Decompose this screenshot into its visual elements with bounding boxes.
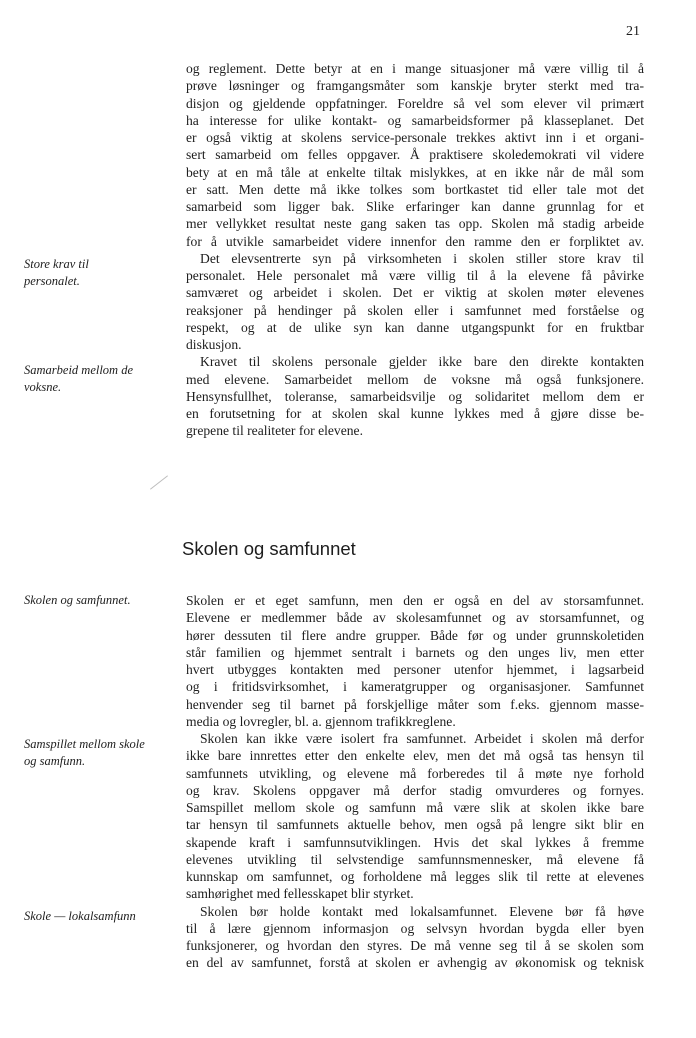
text-line: Det elevsentrerte syn på virksomheten i skolen stiller store krav til: [200, 250, 644, 266]
text-line: respekt, og at de ulike syn kan danne utgangspunkt for en fruktbar: [186, 319, 644, 335]
text-line: media og lovregler, bl. a. gjennom trafikkreglene.: [186, 713, 456, 729]
text-line: til å lære gjennom informasjon og selvsyn hvordan bygda eller byen: [186, 920, 644, 936]
margin-note-store-krav: [24, 256, 174, 290]
text-line: en del av samfunnet, forstå at skolen er avhengig av økonomisk og teknisk: [186, 955, 644, 971]
margin-note-skolen-og-samfunnet: [24, 592, 174, 609]
text-line: er satt. Men dette må ikke tolkes som bortkastet tid eller tale mot det: [186, 181, 644, 197]
text-line: Kravet til skolens personale gjelder ikke bare den direkte kontakten: [200, 354, 644, 370]
text-line: Hensynsfullhet, toleranse, samarbeidsvilje og solidaritet mellom dem er: [186, 388, 644, 404]
margin-note-line: voksne.: [24, 380, 62, 394]
text-line: henvender seg til barnet på forskjellige måter som f.eks. gjennom masse-: [186, 696, 644, 712]
text-line: samhørighet med fellesskapet blir styrket.: [186, 886, 414, 902]
text-line: samarbeid som ligger bak. Slike erfaringer kan danne grunnlag for et: [186, 199, 644, 214]
margin-note-line: personalet.: [24, 274, 80, 288]
text-line: grepene til realiteter for elevene.: [186, 423, 363, 439]
page-number: 21: [626, 24, 640, 39]
text-line: står familien og hjemmet sentralt i barnets og den unges liv, men etter: [186, 644, 644, 660]
text-line: for å utvikle samarbeidet videre innenfor den ramme den er forpliktet av.: [186, 233, 644, 249]
text-line: Skolen er et eget samfunn, men den er også en del av storsamfunnet.: [186, 593, 644, 608]
section-heading: Skolen og samfunnet: [182, 538, 356, 559]
text-line: tar hensyn til samfunnets aktuelle behov, men også på lengre sikt blir en: [186, 817, 644, 833]
margin-note-line: Skolen og samfunnet.: [24, 593, 131, 607]
text-line: mer vellykket resultat neste gang saken tas opp. Skolen må stadig arbeide: [186, 216, 644, 232]
text-line: kunnskap om samfunnet, og forholdene må legges slik til rette at elevenes: [186, 869, 644, 884]
text-line: personalet. Hele personalet må være villig til å la elevene få påvirke: [186, 268, 644, 283]
margin-note-line: Store krav til: [24, 257, 89, 271]
text-line: samfunnets utvikling, og elevene må forberedes til å møte nye forhold: [186, 765, 644, 781]
margin-note-line: Samarbeid mellom de: [24, 363, 134, 377]
margin-note-line: og samfunn.: [24, 754, 86, 768]
text-line: sert samarbeid om felles oppgaver. Å praktisere skoledemokrati vil videre: [186, 147, 644, 163]
text-line: Elevene er medlemmer både av skolesamfunnet og av storsamfunnet, og: [186, 610, 644, 626]
margin-note-line: Skole — lokalsamfunn: [24, 909, 136, 923]
margin-note-line: Samspillet mellom skole: [24, 737, 145, 751]
text-line: hvert utbygges kontakten med personer utenfor hjemmet, i lagsarbeid: [186, 662, 644, 677]
text-line: Skolen bør holde kontakt med lokalsamfunnet. Elevene bør få høve: [200, 903, 644, 919]
stray-mark: [150, 475, 168, 489]
text-line: bety at en må tåle at enkelte tiltak mislykkes, at en ikke når de mål som: [186, 164, 644, 180]
text-line: og krav. Skolens oppgaver må derfor stadig omvurderes og fornyes.: [186, 782, 644, 798]
text-line: og i fritidsvirksomhet, i kameratgrupper og organisasjoner. Samfunnet: [186, 679, 644, 695]
text-line: skapende kraft i samfunnsutviklingen. Hvis det skal lykkes å fremme: [186, 834, 644, 850]
text-line: samværet og arbeidet i skolen. Det er viktig at skolen møter elevenes: [186, 285, 644, 301]
text-line: med elevene. Samarbeidet mellom de voksne må også funksjonere.: [186, 371, 644, 387]
text-line: er også viktig at skolens service-personale trekkes aktivt inn i et organi-: [186, 130, 644, 145]
text-line: en forutsetning for at skolen skal kunne lykkes med å gjøre disse be-: [186, 406, 644, 421]
margin-note-lokalsamfunn: [24, 908, 174, 925]
text-line: diskusjon.: [186, 337, 242, 352]
text-line: og reglement. Dette betyr at en i mange situasjoner må være villig til å: [186, 61, 644, 76]
text-line: Skolen kan ikke være isolert fra samfunnet. Arbeidet i skolen må derfor: [200, 731, 644, 746]
text-line: reaksjoner på hendinger på skolen eller i samfunnet med forståelse og: [186, 302, 644, 318]
margin-note-samarbeid: [24, 362, 174, 396]
text-line: Samspillet mellom skole og samfunn må være slik at skolen ikke bare: [186, 800, 644, 815]
text-line: ikke bare innrettes etter den enkelte elev, men det må også tas hensyn til: [186, 748, 644, 764]
text-line: funksjonerer, og hvordan den styres. De må venne seg til å se skolen som: [186, 938, 644, 953]
body-text-block-1: [186, 60, 644, 440]
body-text-block-2: [186, 592, 644, 972]
text-line: prøve løsninger og framgangsmåter som kanskje bryter sterkt med tra-: [186, 78, 644, 94]
text-line: disjon og gjeldende oppfatninger. Foreldre så vel som elever vil primært: [186, 95, 644, 111]
text-line: elevenes utvikling til selvstendige samfunnsmennesker, må elevene få: [186, 851, 644, 867]
text-line: hører dessuten til flere andre grupper. Både før og under grunnskoletiden: [186, 627, 644, 643]
margin-note-samspillet: [24, 736, 174, 770]
text-line: ha interesse for ulike kontakt- og samarbeidsformer på klasseplanet. Det: [186, 112, 644, 128]
